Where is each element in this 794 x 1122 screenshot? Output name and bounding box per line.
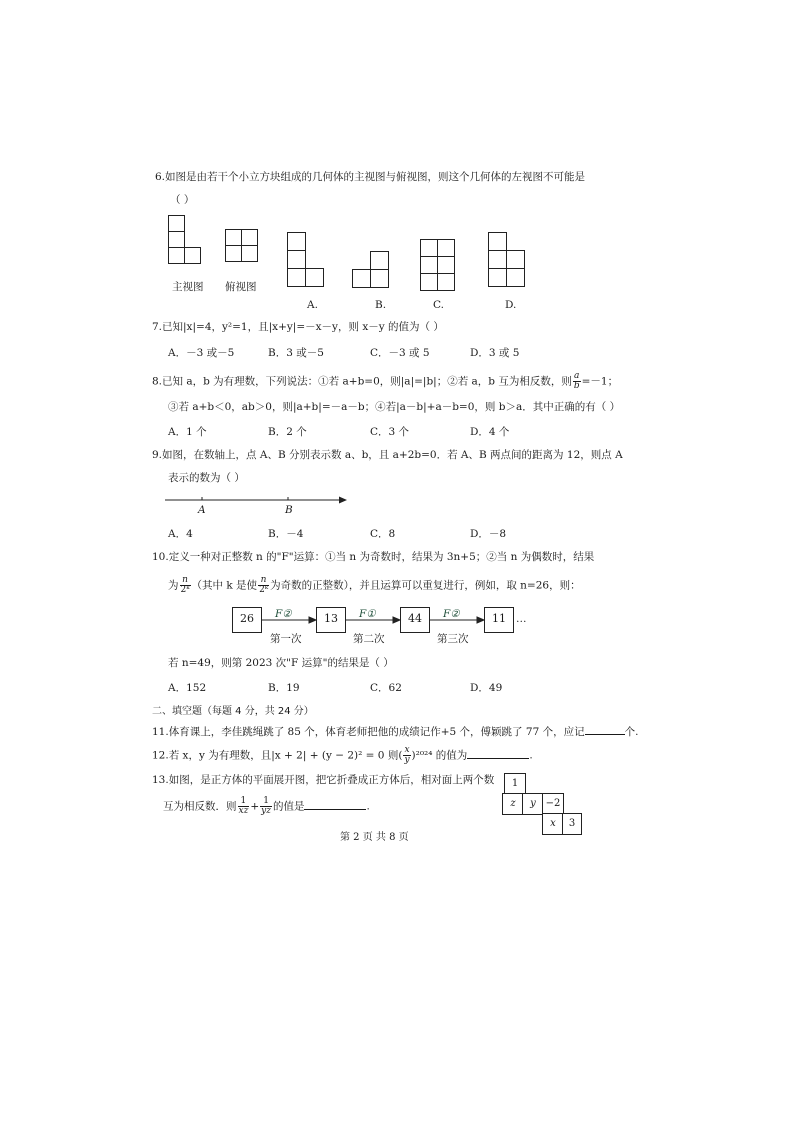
q9-option-a[interactable]: A．4 (168, 528, 193, 540)
q10-flow-tail: … (516, 613, 527, 625)
q12-frac-den: y (404, 755, 410, 765)
q13-line2-prefix: 互为相反数．则 (163, 800, 237, 813)
q11-text: 11.体育课上，李佳跳绳跳了 85 个，体育老师把他的成绩记作+5 个，傅颖跳了 77 个，应记 (152, 726, 585, 738)
q13-net-cell-x: x (542, 813, 564, 835)
q8-frac-den: b (573, 381, 580, 391)
q10-option-d[interactable]: D．49 (470, 682, 503, 694)
q6-paren: （ ） (170, 194, 195, 206)
q10-line2 (168, 576, 581, 595)
q6-front-view-figure (168, 215, 204, 267)
q13-fraction-2 (260, 797, 272, 816)
q10-flow-op-3: F② (443, 608, 460, 620)
q13-frac1-den: xz (238, 806, 249, 816)
q13-net-cell-y: y (522, 793, 544, 815)
q9-option-b[interactable]: B．－4 (268, 528, 304, 540)
q10-flow-step-1: 第一次 (270, 633, 302, 645)
q6-top-view-figure (225, 229, 261, 265)
q6-top-view-label: 俯视图 (225, 281, 257, 293)
q11-line (152, 725, 638, 739)
q10-frac1-num: n (180, 576, 191, 586)
q6-option-d[interactable]: D. (505, 299, 517, 311)
q8-option-d[interactable]: D．4 个 (470, 426, 510, 438)
q7-option-a[interactable]: A．－3 或－5 (168, 347, 235, 359)
q11-answer-blank[interactable] (585, 725, 625, 735)
q9-option-d[interactable]: D．－8 (470, 528, 507, 540)
q10-flow-op-1: F② (275, 608, 292, 620)
q6-front-view-label: 主视图 (172, 281, 204, 293)
q13-plus: + (250, 800, 260, 813)
q12-text-b: )²⁰²⁴ 的值为 (411, 749, 468, 762)
q13-net-cell-neg2: −2 (542, 793, 564, 815)
q10-frac2-den: 2ᵏ (259, 585, 269, 595)
q9-number-line (165, 494, 350, 506)
q13-frac2-num: 1 (260, 797, 272, 807)
q12-line (152, 746, 533, 765)
q8-fraction (573, 372, 581, 391)
q10-fraction-2 (258, 576, 269, 595)
q6-option-d-figure (488, 232, 528, 292)
q8-option-c[interactable]: C．3 个 (370, 426, 410, 438)
q6-stem: 6.如图是由若干个小立方块组成的几何体的主视图与俯视图，则这个几何体的左视图不可能是 (155, 171, 586, 183)
q8-line2: ③若 a+b＜0，ab＞0，则|a+b|=－a－b；④若|a－b|+a－b=0，则 b＞a．其中正确的有（ ） (168, 401, 621, 413)
q13-line2 (163, 797, 370, 816)
q11-tail: 个. (624, 726, 639, 738)
q6-option-b-figure (352, 251, 392, 291)
q10-option-a[interactable]: A．152 (168, 682, 207, 694)
q13-net-cell-1: 1 (504, 773, 526, 795)
q8-line1-tail: =－1； (581, 375, 619, 388)
q7-option-d[interactable]: D．3 或 5 (470, 347, 520, 359)
q6-option-c[interactable]: C. (433, 299, 444, 311)
q13-fraction-1 (238, 797, 250, 816)
q7-stem: 7.已知|x|=4，y²=1，且|x+y|=－x－y，则 x－y 的值为（ ） (152, 321, 444, 333)
q8-frac-num: a (574, 371, 580, 381)
q6-option-a-figure (287, 232, 327, 292)
q6-option-b[interactable]: B. (375, 299, 387, 311)
q10-line3: 若 n=49，则第 2023 次"F 运算"的结果是（ ） (168, 657, 394, 669)
q9-line1: 9.如图，在数轴上，点 A、B 分别表示数 a、b，且 a+2b=0．若 A、B 两点间的距离为 12，则点 A (152, 449, 623, 461)
q13-frac1-num: 1 (238, 797, 250, 807)
q9-line2: 表示的数为（ ） (168, 472, 245, 484)
q10-flow-op-2: F① (359, 608, 376, 620)
q9-point-b-label: B (285, 504, 293, 516)
q10-flow-step-2: 第二次 (353, 633, 385, 645)
q9-option-c[interactable]: C．8 (370, 528, 396, 540)
q8-line1-text: 8.已知 a，b 为有理数，下列说法：①若 a+b=0，则|a|=|b|；②若 a，b 互为相反数，则 (152, 375, 572, 388)
page-footer: 第 2 页 共 8 页 (340, 832, 409, 843)
q13-tail: . (366, 800, 370, 813)
q6-option-c-figure (420, 239, 460, 295)
q10-frac1-den: 2ᵏ (180, 585, 190, 595)
q10-option-b[interactable]: B．19 (268, 682, 300, 694)
q13-answer-blank[interactable] (304, 800, 366, 810)
q8-option-a[interactable]: A．1 个 (168, 426, 207, 438)
q8-line1 (152, 372, 618, 391)
q10-flow-box-1: 26 (232, 607, 262, 633)
q10-line2-tail: 为奇数的正整数），并且运算可以重复进行，例如，取 n=26，则： (270, 579, 581, 592)
q8-option-b[interactable]: B．2 个 (268, 426, 307, 438)
q13-line2-mid: 的值是 (272, 800, 305, 813)
q12-text: 12.若 x，y 为有理数，且|x + 2| + (y − 2)² = 0 则( (152, 749, 403, 762)
q12-tail: . (529, 749, 533, 762)
q13-frac2-den: yz (261, 806, 271, 816)
q6-option-a[interactable]: A. (307, 299, 318, 311)
q9-point-a-label: A (198, 504, 206, 516)
q10-flow-box-2: 13 (316, 607, 346, 633)
q7-option-b[interactable]: B．3 或－5 (268, 347, 324, 359)
q7-option-c[interactable]: C．－3 或 5 (370, 347, 430, 359)
q10-frac2-num: n (258, 576, 269, 586)
q12-answer-blank[interactable] (467, 749, 529, 759)
q12-fraction (403, 746, 410, 765)
q10-line2-mid: （其中 k 是使 (191, 579, 258, 592)
q12-frac-num: x (404, 745, 410, 755)
q10-flow-box-3: 44 (400, 607, 430, 633)
q10-line2-prefix: 为 (168, 579, 179, 592)
q13-net-cell-3: 3 (562, 813, 582, 835)
q13-net-cell-z: z (502, 793, 524, 815)
q13-line1: 13.如图，是正方体的平面展开图，把它折叠成正方体后，相对面上两个数 (152, 774, 495, 786)
section2-title: 二、填空题（每题 4 分，共 24 分） (152, 706, 314, 717)
q10-option-c[interactable]: C．62 (370, 682, 402, 694)
q10-flow-step-3: 第三次 (437, 633, 469, 645)
q10-fraction-1 (180, 576, 191, 595)
q10-line1: 10.定义一种对正整数 n 的"F"运算：①当 n 为奇数时，结果为 3n+5；②当 n 为偶数时，结果 (152, 551, 595, 563)
q10-flow-box-4: 11 (484, 607, 514, 633)
